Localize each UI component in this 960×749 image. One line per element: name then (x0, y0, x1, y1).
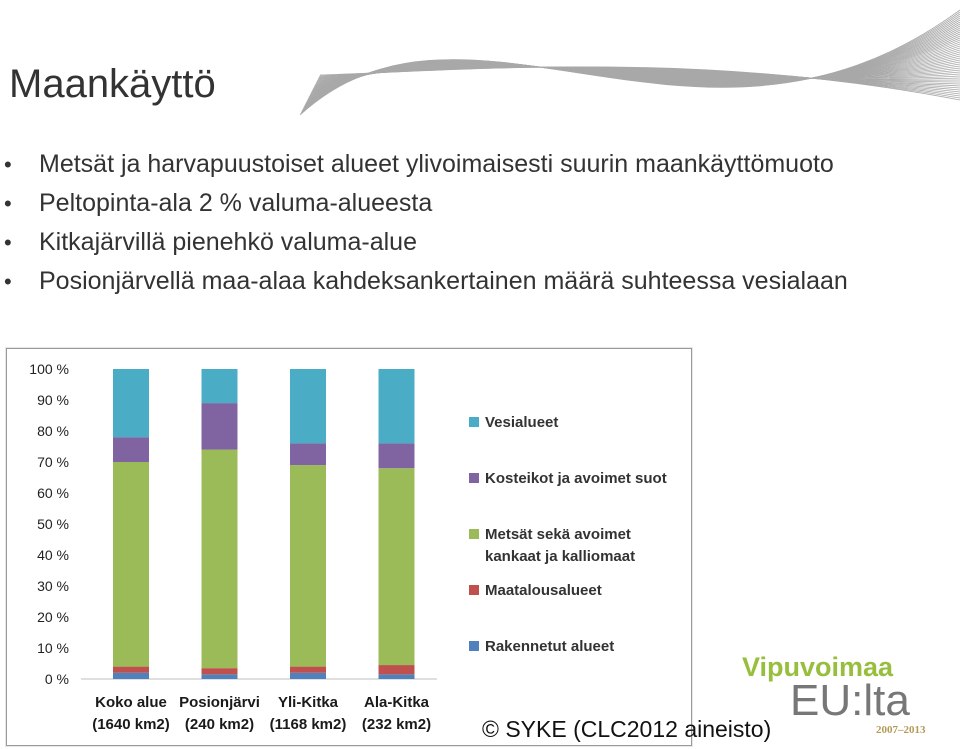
bullet-text: Posionjärvellä maa-alaa kahdeksankertainen määrä suhteessa vesialaan (39, 267, 848, 295)
y-tick-label: 100 % (29, 361, 69, 377)
eu-logo (742, 652, 942, 742)
bullet-text: Peltopinta-ala 2 % valuma-alueesta (39, 189, 433, 217)
y-tick-label: 0 % (44, 671, 69, 687)
bar-segment (379, 443, 415, 468)
legend-swatch (469, 585, 479, 595)
bar-segment (202, 450, 238, 669)
y-tick-label: 60 % (37, 485, 69, 501)
x-category-label: Koko alue (95, 694, 167, 711)
bar-segment (113, 462, 149, 667)
y-tick-label: 30 % (37, 578, 69, 594)
y-tick-label: 20 % (37, 609, 69, 625)
legend-swatch (469, 529, 479, 539)
logo-text-vipuvoimaa: Vipuvoimaa (742, 652, 894, 682)
x-category-label: (232 km2) (361, 716, 432, 733)
y-tick-label: 40 % (37, 547, 69, 563)
bar-segment (379, 674, 415, 679)
logo-text-eu: EU:lta (790, 676, 910, 725)
bar-segment (202, 668, 238, 674)
bullet-dot: • (4, 191, 12, 216)
bullet-item (0, 226, 900, 259)
x-category-label: (1640 km2) (92, 716, 170, 733)
bar-segment (202, 369, 238, 403)
legend-label: Kosteikot ja avoimet suot (485, 470, 667, 487)
source-credit: © SYKE (CLC2012 aineisto) (482, 716, 772, 742)
legend-label: Maatalousalueet (485, 582, 602, 599)
x-category-label: Ala-Kitka (363, 694, 430, 711)
y-tick-label: 50 % (37, 516, 69, 532)
x-category-label: Posionjärvi (179, 694, 260, 711)
bar-segment (290, 443, 326, 465)
slide-title: Maankäyttö (9, 62, 216, 106)
bullet-text: Kitkajärvillä pienehkö valuma-alue (39, 228, 417, 256)
y-tick-label: 10 % (37, 640, 69, 656)
legend-label: Metsät sekä avoimet (485, 526, 631, 543)
bullet-text: Metsät ja harvapuustoiset alueet ylivoimaisesti suurin maankäyttömuoto (39, 150, 834, 178)
legend-swatch (469, 473, 479, 483)
bar-segment (290, 465, 326, 666)
bar-segment (290, 369, 326, 443)
y-tick-label: 80 % (37, 423, 69, 439)
bar-segment (379, 468, 415, 665)
bullet-dot: • (4, 152, 12, 177)
y-tick-label: 70 % (37, 454, 69, 470)
bar-segment (379, 369, 415, 443)
bullet-item (0, 148, 900, 181)
bar-segment (113, 673, 149, 679)
x-category-label: (240 km2) (184, 716, 255, 733)
x-category-label: Yli-Kitka (277, 694, 339, 711)
bar-segment (113, 369, 149, 437)
x-category-label: (1168 km2) (269, 716, 347, 733)
legend-label: kankaat ja kalliomaat (485, 548, 636, 565)
chart-frame (6, 348, 692, 746)
legend-label: Rakennetut alueet (485, 638, 615, 655)
bar-segment (290, 673, 326, 679)
logo-years: 2007–2013 (876, 724, 926, 736)
bar-segment (379, 665, 415, 674)
legend-swatch (469, 641, 479, 651)
bar-segment (113, 437, 149, 462)
y-tick-label: 90 % (37, 392, 69, 408)
bar-segment (202, 674, 238, 679)
legend-label: Vesialueet (485, 414, 559, 431)
bullet-item (0, 187, 900, 220)
stacked-bar-chart (7, 349, 691, 745)
bullet-dot: • (4, 269, 12, 294)
bar-segment (290, 667, 326, 673)
bullet-item (0, 265, 900, 298)
bullet-dot: • (4, 230, 12, 255)
bullet-list (0, 148, 900, 304)
bar-segment (202, 403, 238, 450)
bar-segment (113, 667, 149, 673)
legend-swatch (469, 417, 479, 427)
